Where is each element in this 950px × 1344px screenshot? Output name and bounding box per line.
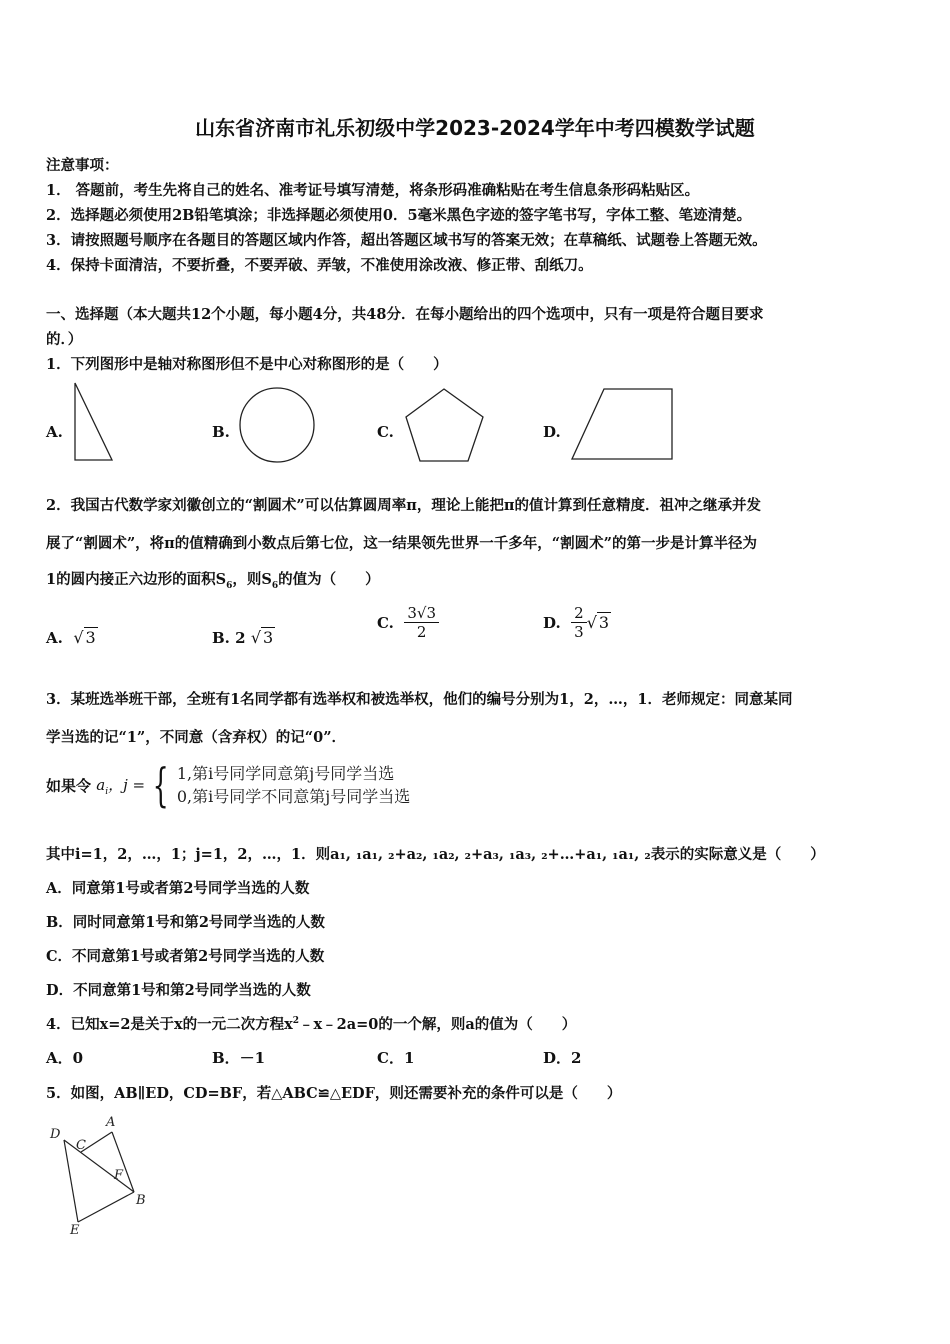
q1-option-a-label: A. (46, 423, 63, 441)
q2-option-b: B. 2 √ 3 (212, 628, 274, 647)
notice-item-2: 2．选择题必须使用2B铅笔填涂；非选择题必须使用0．5毫米黑色字迹的签字笔书写，字体工整、笔迹清楚。 (46, 207, 752, 224)
notice-item-4: 4．保持卡面清洁，不要折叠，不要弄破、弄皱，不准使用涂改液、修正带、刮纸刀。 (46, 257, 593, 274)
q3-option-c: C．不同意第1号或者第2号同学当选的人数 (46, 948, 325, 965)
sqrt-3-value: √ 3 (73, 628, 96, 647)
q4-option-c: C．1 (377, 1049, 415, 1067)
section-heading-cont: 的．） (46, 331, 83, 348)
pentagon-figure (402, 386, 488, 466)
page-title: 山东省济南市礼乐初级中学2023-2024学年中考四模数学试题 (195, 116, 755, 140)
q3-stem-line2: 学当选的记“1”，不同意（含弃权）的记“0”． (46, 729, 347, 746)
notice-item-3: 3．请按照题号顺序在各题目的答题区域内作答，超出答题区域书写的答案无效；在草稿纸、试题卷上答题无效。 (46, 232, 767, 249)
label-b: B (136, 1193, 146, 1208)
q2-stem-line3: 1的圆内接正六边形的面积$S_6$，则$S_6$的值为（ ） (46, 571, 380, 591)
q4-option-b: B．－1 (212, 1049, 266, 1067)
label-a: A (106, 1115, 116, 1130)
q1-option-c-label: C. (377, 423, 394, 441)
q2-option-a: A. √ 3 (46, 628, 96, 647)
trapezoid-figure (568, 385, 676, 465)
q3-stem-line1: 3．某班选举班干部，全班有1名同学都有选举权和被选举权，他们的编号分别为1，2，…，1．老师规定：同意某同 (46, 691, 793, 708)
q4-stem: 4．已知x=2是关于x的一元二次方程$x^2﹣x﹣2a=0$的一个解，则a的值为（ ） (46, 1016, 577, 1033)
fraction-2-over-3: $\frac{2}{3}$ (571, 604, 587, 641)
q3-option-a: A．同意第1号或者第2号同学当选的人数 (46, 880, 310, 897)
q3-option-b: B．同时同意第1号和第2号同学当选的人数 (46, 914, 325, 931)
fraction-3sqrt3-over-2: $\frac{3√3}{2}$ (404, 604, 439, 641)
q2-option-d: D. $\frac{2}{3}$ √ 3 (543, 604, 610, 641)
label-c: C (76, 1138, 86, 1153)
piecewise-definition: 如果令 $a_i$，j = { 1,第i号同学同意第j号同学当选 0,第i号同学不同意第j号同学当选 (46, 758, 411, 812)
q5-stem: 5．如图，AB∥ED，CD=BF，若△ABC≌△EDF，则还需要补充的条件可以是（ ） (46, 1085, 622, 1102)
notice-heading: 注意事项： (46, 157, 119, 174)
q3-where-clause: 其中i=1，2，…，1；j=1，2，…，1．则a₁, ₁a₁, ₂+a₂, ₁a₂, ₂+a₃, ₁a₃, ₂+…+a₁, ₁a₁, ₂表示的实际意义是（ ） (46, 846, 825, 863)
q1-stem: 1．下列图形中是轴对称图形但不是中心对称图形的是（ ） (46, 356, 448, 373)
right-triangle-figure (70, 380, 116, 464)
q3-option-d: D．不同意第1号和第2号同学当选的人数 (46, 982, 311, 999)
q1-option-d-label: D. (543, 423, 561, 441)
q2-stem-line2: 展了“割圆术”，将π的值精确到小数点后第七位，这一结果领先世界一千多年，“割圆术”的第一步是计算半径为 (46, 535, 757, 552)
label-f: F (114, 1168, 124, 1183)
label-e: E (70, 1223, 80, 1236)
q4-option-a: A．0 (46, 1049, 84, 1067)
section-heading: 一、选择题（本大题共12个小题，每小题4分，共48分．在每小题给出的四个选项中，只有一项是符合题目要求 (46, 306, 764, 323)
label-d: D (50, 1127, 61, 1142)
notice-item-1: 1． 答题前，考生先将自己的姓名、准考证号填写清楚，将条形码准确粘贴在考生信息条形码粘贴区。 (46, 182, 700, 199)
circle-figure (236, 385, 318, 467)
q1-option-b-label: B. (212, 423, 230, 441)
q2-stem-line1: 2．我国古代数学家刘徽创立的“割圆术”可以估算圆周率π，理论上能把π的值计算到任意精度．祖冲之继承并发 (46, 497, 761, 514)
q4-option-d: D．2 (543, 1049, 582, 1067)
q2-option-c: C. $\frac{3√3}{2}$ (377, 604, 439, 641)
geometry-figure (44, 1112, 156, 1236)
